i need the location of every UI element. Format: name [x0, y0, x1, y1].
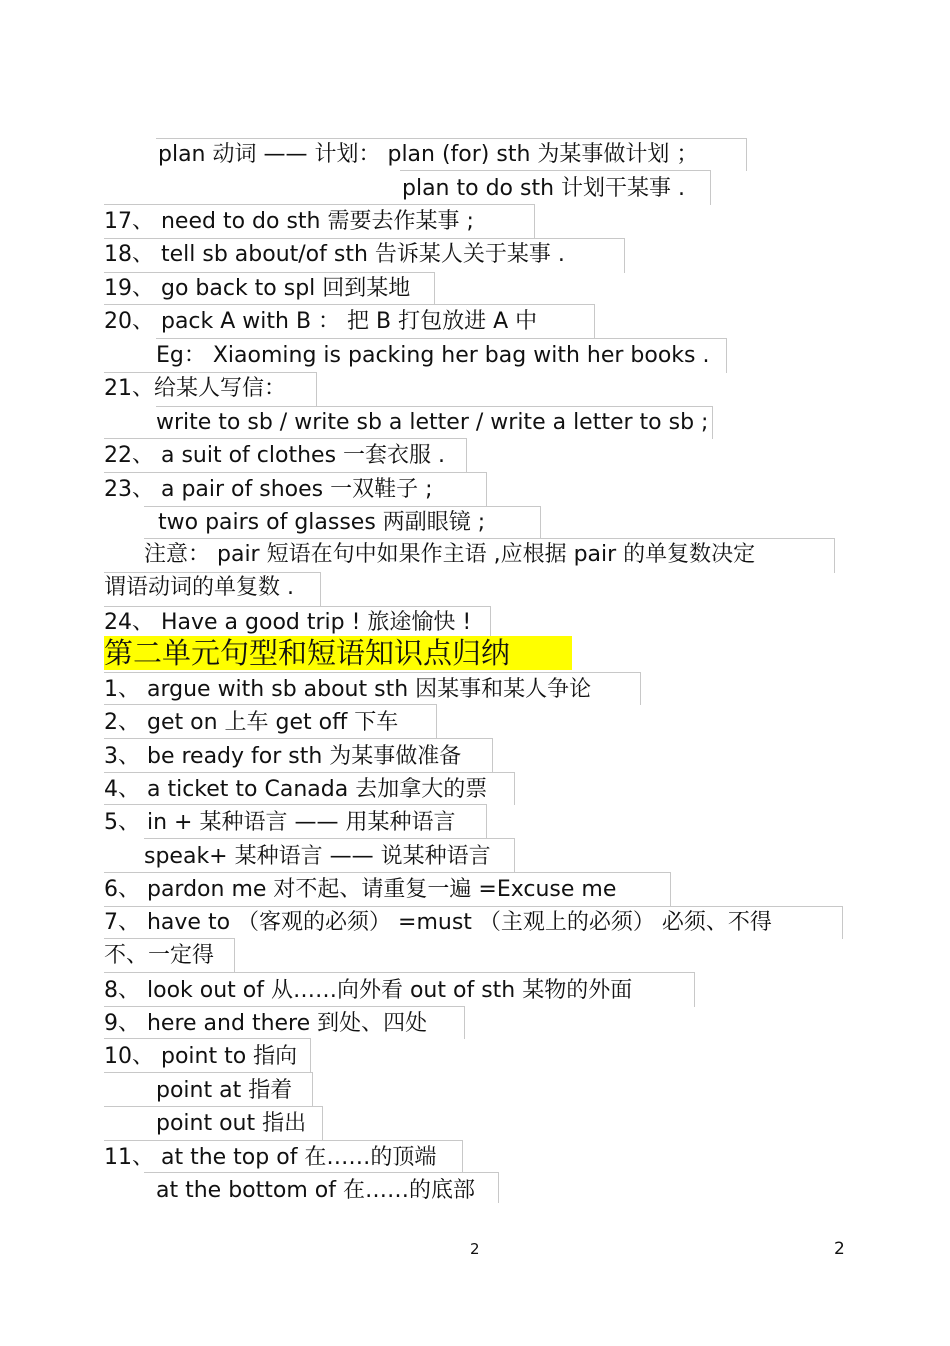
text-line: Eg： Xiaoming is packing her bag with her books . — [156, 343, 710, 368]
text-line: plan 动词 —— 计划： plan (for) sth 为某事做计划 ； — [158, 142, 699, 167]
text-line: 2、 get on 上车 get off 下车 — [104, 710, 399, 735]
text-line: 谓语动词的单复数 . — [104, 575, 294, 600]
text-line: plan to do sth 计划干某事 . — [402, 176, 686, 201]
text-line: 24、 Have a good trip ! 旅途愉快 ! — [104, 610, 472, 635]
text-line: write to sb / write sb a letter / write a letter to sb ; — [156, 410, 709, 435]
text-line: 20、 pack A with B ： 把 B 打包放进 A 中 — [104, 309, 538, 334]
text-line: 21、给某人写信： — [104, 376, 286, 401]
text-line: 6、 pardon me 对不起、请重复一遍 =Excuse me — [104, 877, 617, 902]
page-number-center: 2 — [470, 1240, 480, 1258]
section-heading: 第二单元句型和短语知识点归纳 — [104, 636, 572, 670]
text-line: 7、 have to （客观的必须） =must （主观上的必须） 必须、不得 — [104, 910, 772, 935]
text-line: 9、 here and there 到处、四处 — [104, 1011, 428, 1036]
text-line: 19、 go back to spl 回到某地 — [104, 276, 411, 301]
text-line: 1、 argue with sb about sth 因某事和某人争论 — [104, 677, 592, 702]
text-line: 4、 a ticket to Canada 去加拿大的票 — [104, 777, 488, 802]
page-number-right: 2 — [834, 1239, 845, 1259]
text-line: 18、 tell sb about/of sth 告诉某人关于某事 . — [104, 242, 565, 267]
text-line: 不、一定得 — [104, 943, 215, 968]
text-line: point out 指出 — [156, 1111, 307, 1136]
text-line: 10、 point to 指向 — [104, 1044, 298, 1069]
text-line: 5、 in + 某种语言 —— 用某种语言 — [104, 810, 456, 835]
text-line: 注意： pair 短语在句中如果作主语 ,应根据 pair 的单复数决定 — [144, 542, 756, 567]
text-line: two pairs of glasses 两副眼镜 ; — [158, 510, 486, 535]
text-line: at the bottom of 在……的底部 — [156, 1178, 475, 1203]
text-line: 11、 at the top of 在……的顶端 — [104, 1145, 437, 1170]
text-line: 3、 be ready for sth 为某事做准备 — [104, 744, 462, 769]
text-line: point at 指着 — [156, 1078, 293, 1103]
text-line: 22、 a suit of clothes 一套衣服 . — [104, 443, 446, 468]
text-line: 17、 need to do sth 需要去作某事 ; — [104, 209, 474, 234]
text-line: 8、 look out of 从……向外看 out of sth 某物的外面 — [104, 978, 633, 1003]
text-line: speak+ 某种语言 —— 说某种语言 — [144, 844, 491, 869]
text-line: 23、 a pair of shoes 一双鞋子 ; — [104, 477, 433, 502]
